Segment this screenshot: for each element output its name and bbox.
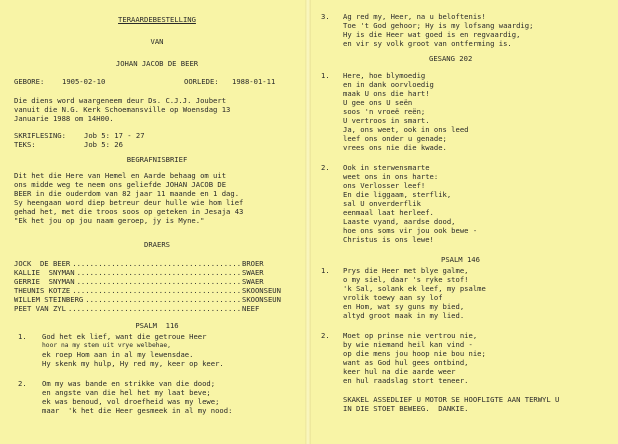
verse-line: Hy skenk my hulp, Hy red my, keer op keer. xyxy=(42,359,224,368)
verse-line: maar 'k het die Heer gesmeek in al my nood: xyxy=(42,406,233,415)
verse-line: Laaste vyand, aardse dood, xyxy=(343,217,456,226)
verse-line: en in dank oorvloedig xyxy=(343,80,434,89)
verse-line: Hy is die Heer wat goed is en regvaardig, xyxy=(343,30,521,39)
verse-line: Toe 't God gehoor; Hy is my lofsang waardig; xyxy=(343,21,534,30)
van-label: VAN xyxy=(150,37,164,46)
verse-line: Ook in sterwensmarte xyxy=(343,163,430,172)
verse-line: vrees ons nie die kwade. xyxy=(343,143,447,152)
verse-number: 1. xyxy=(321,71,330,80)
verse-number: 2. xyxy=(321,331,330,340)
verse-line: by wie niemand heil kan vind - xyxy=(343,340,473,349)
born-date: 1905-02-10 xyxy=(62,77,106,86)
bearer-name: GERRIE SNYMAN xyxy=(14,277,75,286)
verse-line: soos 'n vroeë reën; xyxy=(343,107,426,116)
verse-line: vrolik toewy aan sy lof xyxy=(343,293,443,302)
bearer-relation: NEEF xyxy=(242,304,260,313)
deceased-name: JOHAN JACOB DE BEER xyxy=(115,59,199,68)
verse-number: 2. xyxy=(18,379,27,388)
verse-line: en Hom, wat sy guns my bied, xyxy=(343,302,465,311)
verse-line: weet ons in ons harte: xyxy=(343,172,439,181)
verse-line: o my siel, daar 's ryke stof! xyxy=(343,275,469,284)
text-label: TEKS: xyxy=(14,140,36,149)
verse-line: en vir sy volk groot van ontferming is. xyxy=(343,39,512,48)
gesang-202-title: GESANG 202 xyxy=(429,54,473,63)
bearer-name: KALLIE SNYMAN xyxy=(14,268,75,277)
verse-line: Christus is ons lewe! xyxy=(343,235,434,244)
burial-line: "Ek het jou op jou naam geroep, jy is Myne." xyxy=(14,216,205,225)
verse-line: ek was benoud, vol droefheid was my lewe; xyxy=(42,397,220,406)
bearer-relation: BROER xyxy=(242,259,264,268)
burial-line: Dit het die Here van Hemel en Aarde behaag om uit xyxy=(14,171,227,180)
service-line: vanuit die N.G. Kerk Schoemansville op Woensdag 13 xyxy=(14,105,231,114)
bearer-relation: SWAER xyxy=(242,268,264,277)
verse-line: en angste van die hel het my laat beve; xyxy=(42,388,211,397)
verse-line: maak U ons die hart! xyxy=(343,89,430,98)
verse-number: 2. xyxy=(321,163,330,172)
burial-line: gehad het, met die troos soos op geteken in Jesaja 43 xyxy=(14,207,244,216)
verse-line: Prys die Heer met blye galme, xyxy=(343,266,469,275)
burial-line: BEER in die ouderdom van 82 jaar 11 maande en 1 dag. xyxy=(14,189,240,198)
bearer-relation: SKOONSEUN xyxy=(242,295,281,304)
verse-line: en hul raadslag stort teneer. xyxy=(343,376,469,385)
verse-line: En die liggaam, sterflik, xyxy=(343,190,452,199)
text-value: Job 5: 26 xyxy=(84,140,123,149)
died-label: OORLEDE: xyxy=(184,77,219,86)
service-line: Die diens word waargeneem deur Ds. C.J.J. Joubert xyxy=(14,96,227,105)
burial-line: ons midde weg te neem ons geliefde JOHAN JACOB DE xyxy=(14,180,227,189)
bearer-row xyxy=(14,305,300,314)
bearer-name: JOCK DE BEER xyxy=(14,259,71,268)
verse-line: want as God hul gees ontbind, xyxy=(343,358,469,367)
verse-line: U vertroos in smart. xyxy=(343,116,430,125)
verse-line: keer hul na die aarde weer xyxy=(343,367,456,376)
verse-line: hoe ons soms vir jou ook bewe - xyxy=(343,226,478,235)
verse-line: Om my was bande en strikke van die dood; xyxy=(42,379,216,388)
verse-line: 'k Sal, solank ek leef, my psalme xyxy=(343,284,486,293)
footer-notice: SKAKEL ASSEDLIEF U MOTOR SE HOOFLIGTE AAN TERWYL U xyxy=(343,395,560,404)
reading-label: SKRIFLESING: xyxy=(14,131,66,140)
verse-line: Ja, ons weet, ook in ons leed xyxy=(343,125,469,134)
verse-line: altyd groot maak in my lied. xyxy=(343,311,465,320)
verse-line: hoor na my stem uit vrye welbehae, xyxy=(42,342,171,349)
verse-line: Here, hoe blymoedig xyxy=(343,71,426,80)
verse-line: U gee ons U seën xyxy=(343,98,413,107)
verse-line: God het ek lief, want die getroue Heer xyxy=(42,332,207,341)
bearer-name: PEET VAN ZYL xyxy=(14,304,66,313)
reading-value: Job 5: 17 - 27 xyxy=(84,131,145,140)
bearer-name: WILLEM STEINBERG xyxy=(14,295,84,304)
bearer-name: THEUNIS KOTZE xyxy=(14,286,71,295)
service-line: Januarie 1988 om 14H00. xyxy=(14,114,114,123)
bearers-title: DRAERS xyxy=(144,240,170,249)
verse-number: 1. xyxy=(321,266,330,275)
header-title: TERAARDEBESTELLING xyxy=(118,15,196,24)
verse-number: 1. xyxy=(18,332,27,341)
bearer-relation: SKOONSEUN xyxy=(242,286,281,295)
died-date: 1988-01-11 xyxy=(232,77,276,86)
psalm-116-title: PSALM 116 xyxy=(135,321,179,330)
verse-line: op die mens jou hoop nie bou nie; xyxy=(343,349,486,358)
verse-number: 3. xyxy=(321,12,330,21)
verse-line: ek roep Hom aan in al my lewensdae. xyxy=(42,350,194,359)
page-fold xyxy=(305,0,311,444)
burial-title: BEGRAFNISBRIEF xyxy=(126,155,188,164)
bearer-relation: SWAER xyxy=(242,277,264,286)
verse-line: Moet op prinse nie vertrou nie, xyxy=(343,331,478,340)
verse-line: leef ons onder u genade; xyxy=(343,134,447,143)
psalm-146-title: PSALM 146 xyxy=(441,255,480,264)
verse-line: eenmaal laat herleef. xyxy=(343,208,434,217)
footer-notice: IN DIE STOET BEWEEG. DANKIE. xyxy=(343,404,469,413)
verse-line: ons Verlosser leef! xyxy=(343,181,426,190)
burial-line: Sy heengaan word diep betreur deur hulle wie hom lief xyxy=(14,198,244,207)
born-label: GEBORE: xyxy=(14,77,45,86)
verse-line: sal U onverderflik xyxy=(343,199,421,208)
verse-line: Ag red my, Heer, na u beloftenis! xyxy=(343,12,486,21)
